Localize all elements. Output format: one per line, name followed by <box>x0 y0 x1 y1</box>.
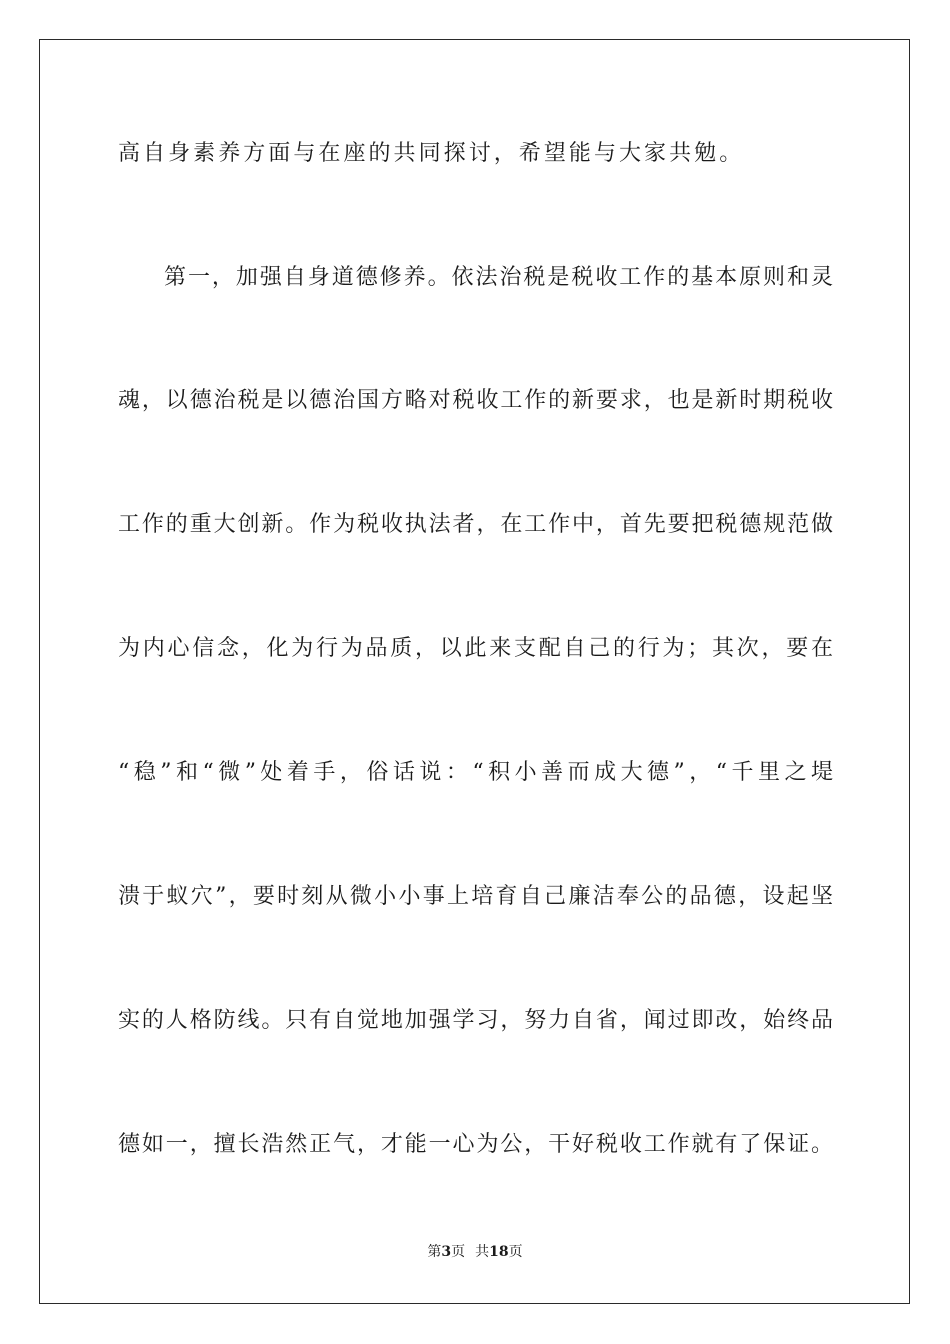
total-pages: 18 <box>489 1244 509 1260</box>
page-footer <box>0 1242 950 1262</box>
paragraph-line-8: 实的人格防线。只有自觉地加强学习，努力自省，闻过即改，始终品 <box>118 1008 833 1033</box>
total-prefix: 共 <box>475 1244 490 1260</box>
page-prefix: 第 <box>427 1244 442 1260</box>
paragraph-line-7: 溃于蚁穴”，要时刻从微小小事上培育自己廉洁奉公的品德，设起坚 <box>118 884 833 909</box>
paragraph-line-3: 魂，以德治税是以德治国方略对税收工作的新要求，也是新时期税收 <box>118 388 833 413</box>
total-suffix: 页 <box>508 1244 523 1260</box>
paragraph-line-5: 为内心信念，化为行为品质，以此来支配自己的行为；其次，要在 <box>118 636 833 661</box>
page-number: 3 <box>441 1244 452 1260</box>
paragraph-line-4: 工作的重大创新。作为税收执法者，在工作中，首先要把税德规范做 <box>118 512 833 537</box>
paragraph-line-9: 德如一，擅长浩然正气，才能一心为公，干好税收工作就有了保证。 <box>118 1132 833 1157</box>
page-suffix: 页 <box>451 1244 466 1260</box>
paragraph-line-6: “稳”和“微”处着手，俗话说：“积小善而成大德”，“千里之堤 <box>118 760 833 785</box>
paragraph-line-2: 第一，加强自身道德修养。依法治税是税收工作的基本原则和灵 <box>164 265 833 290</box>
page-border <box>39 39 910 1304</box>
paragraph-line-1: 高自身素养方面与在座的共同探讨，希望能与大家共勉。 <box>118 141 745 166</box>
